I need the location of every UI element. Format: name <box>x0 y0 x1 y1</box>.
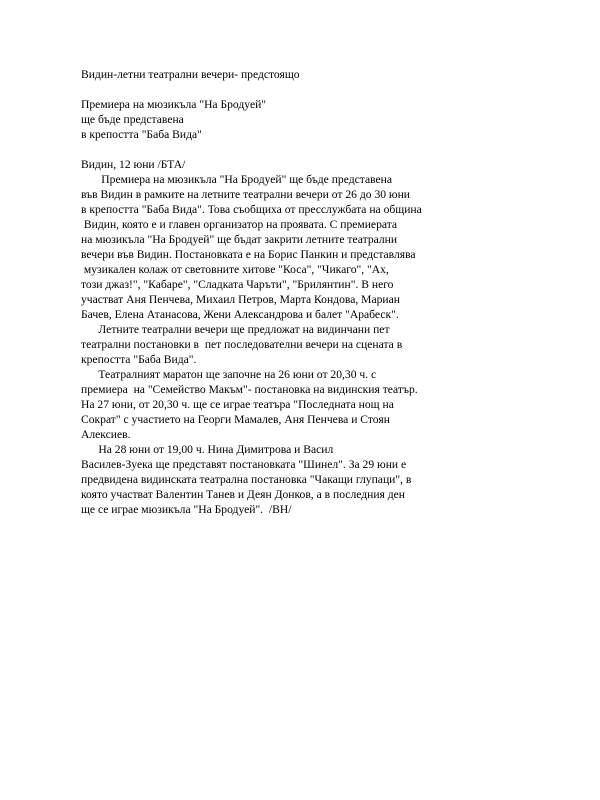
subtitle-line: Премиера на мюзикъла "На Бродуей" <box>81 98 267 111</box>
body-line: в крепостта "Баба Вида". Това съобщиха от пресслужбата на община <box>81 203 422 216</box>
body-line: Видин, която е и главен организатор на проявата. С премиерата <box>81 218 398 231</box>
document-heading: Видин-летни театрални вечери- предстоящо <box>81 68 300 81</box>
body-line: този джаз!", "Кабаре", "Сладката Чаръти", "Брилянтин". В него <box>81 278 394 291</box>
body-line: музикален колаж от световните хитове "Коса", "Чикаго", "Ах, <box>81 263 389 276</box>
body-line: Премиера на мюзикъла "На Бродуей" ще бъде представена <box>81 173 393 186</box>
body-line: Сократ" с участието на Георги Мамалев, Аня Пенчева и Стоян <box>81 413 390 426</box>
body-line: вечери във Видин. Постановката е на Борис Панкин и представлява <box>81 248 416 261</box>
body-line: ще се играе мюзикъла "На Бродуей". /ВН/ <box>81 503 292 516</box>
body-line: Василев-Зуека ще представят постановката "Шинел". За 29 юни е <box>81 458 407 471</box>
subtitle-line: в крепостта "Баба Вида" <box>81 128 202 141</box>
subtitle-line: ще бъде представена <box>81 113 184 126</box>
body-line: На 28 юни от 19,00 ч. Нина Димитрова и Васил <box>81 443 334 456</box>
body-line: Летните театрални вечери ще предложат на видинчани пет <box>81 323 390 336</box>
body-line: Театралният маратон ще започне на 26 юни от 20,30 ч. с <box>81 368 377 381</box>
body-line: премиера на "Семейство Макъм"- постановка на видинския театър. <box>81 383 418 396</box>
body-line: Алексиев. <box>81 428 131 441</box>
body-line: театрални постановки в пет последователни вечери на сцената в <box>81 338 403 351</box>
body-line: На 27 юни, от 20,30 ч. ще се играе театъра "Последната нощ на <box>81 398 394 411</box>
body-line: на мюзикъла "На Бродуей" ще бъдат закрити летните театрални <box>81 233 398 246</box>
body-line: участват Аня Пенчева, Михаил Петров, Марта Кондова, Мариан <box>81 293 400 306</box>
body-line: Бачев, Елена Атанасова, Жени Александрова и балет "Арабеск". <box>81 308 399 321</box>
body-line: крепостта "Баба Вида". <box>81 353 197 366</box>
body-line: която участват Валентин Танев и Деян Донков, а в последния ден <box>81 488 406 501</box>
body-line: предвидена видинската театрална постановка "Чакащи глупаци", в <box>81 473 412 486</box>
dateline: Видин, 12 юни /БТА/ <box>81 158 186 171</box>
body-line: във Видин в рамките на летните театрални вечери от 26 до 30 юни <box>81 188 411 201</box>
